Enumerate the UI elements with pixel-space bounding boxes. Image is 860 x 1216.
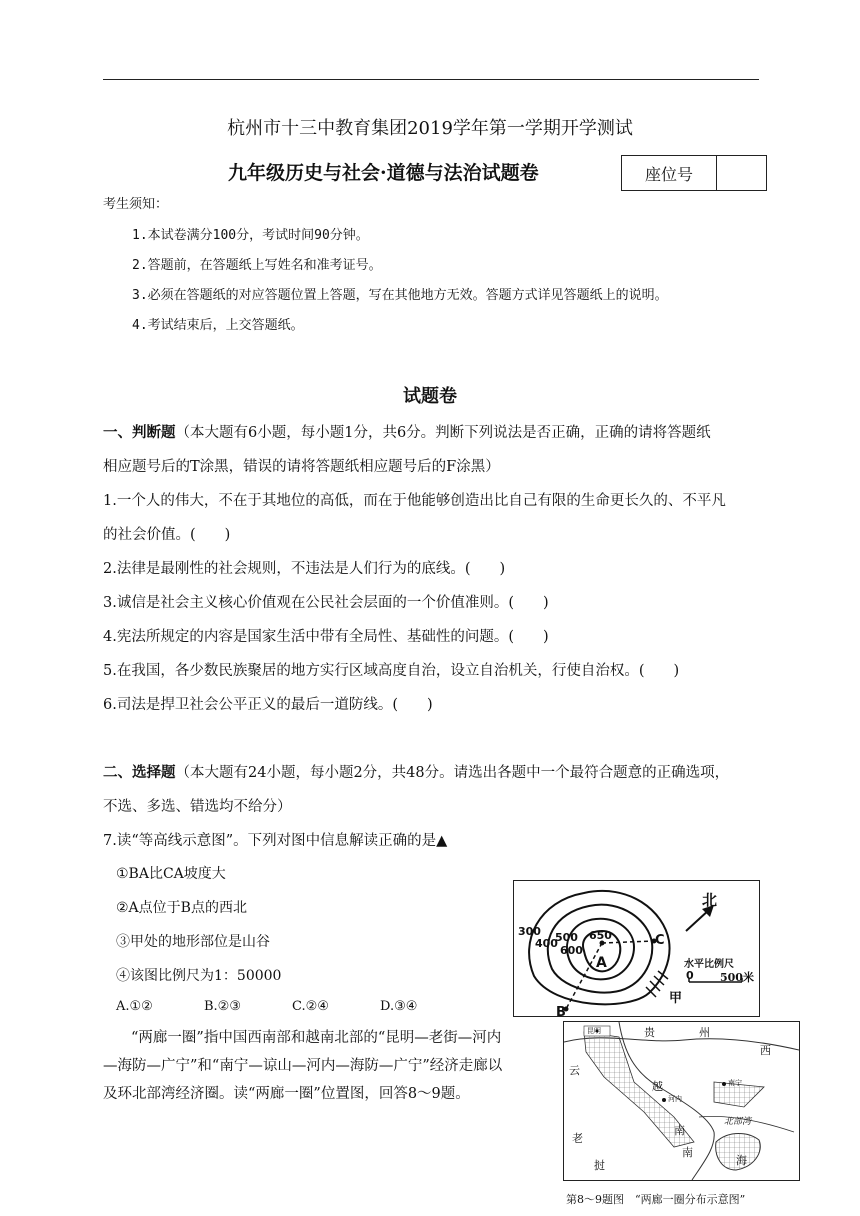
exam-title: 杭州市十三中教育集团2019学年第一学期开学测试 — [227, 118, 633, 139]
notice-item: 1.本试卷满分100分，考试时间90分钟。 — [132, 228, 369, 243]
scale-title: 水平比例尺 — [684, 959, 734, 970]
question-5: 5.在我国，各少数民族聚居的地方实行区域高度自治，设立自治机关，行使自治权。( ) — [103, 663, 680, 679]
place-label: 甲 — [669, 991, 683, 1006]
map-label: 老 — [572, 1132, 583, 1145]
map-label: 贵 — [644, 1026, 655, 1039]
contour-label: 300 — [518, 925, 541, 938]
region-map — [563, 1021, 800, 1181]
contour-map — [513, 880, 760, 1020]
notice-item: 3.必须在答题纸的对应答题位置上答题，写在其他地方无效。答题方式详见答题纸上的说明。 — [132, 288, 668, 303]
map-label: 南 — [682, 1146, 693, 1159]
map-label: 北部湾 — [724, 1117, 752, 1127]
contour-label: 500 — [555, 931, 578, 944]
scale-end: 500米 — [720, 971, 754, 984]
part2-desc: （本大题有24小题，每小题2分，共48分。请选出各题中一个最符合题意的正确选项， — [175, 765, 730, 781]
part1-desc-2: 相应题号后的T涂黑，错误的请将答题纸相应题号后的F涂黑） — [103, 459, 500, 475]
question-7: 7.读“等高线示意图”。下列对图中信息解读正确的是▲ — [103, 833, 448, 849]
part1-intro — [103, 421, 711, 442]
question-3: 3.诚信是社会主义核心价值观在公民社会层面的一个价值准则。( ) — [103, 595, 549, 611]
seat-number-box — [621, 155, 767, 191]
seat-number-field[interactable] — [717, 156, 766, 190]
seat-label: 座位号 — [622, 156, 717, 190]
point-label: C — [655, 933, 665, 948]
map-label: 南宁 — [728, 1079, 742, 1087]
contour-label: 400 — [535, 937, 558, 950]
map-label: 南 — [674, 1124, 685, 1137]
map-label: 挝 — [594, 1159, 605, 1172]
question-4: 4.宪法所规定的内容是国家生活中带有全局性、基础性的问题。( ) — [103, 629, 549, 645]
question-1-cont: 的社会价值。( ) — [103, 527, 231, 543]
choice-d: D.③④ — [380, 999, 418, 1014]
map-label: 河内 — [668, 1095, 682, 1103]
q7-statement: ②A点位于B点的西北 — [116, 900, 247, 916]
question-1: 1.一个人的伟大，不在于其地位的高低，而在于他能够创造出比自己有限的生命更长久的、不平凡 — [103, 493, 726, 509]
choice-a: A.①② — [116, 999, 153, 1014]
part1-desc: （本大题有6小题，每小题1分，共6分。判断下列说法是否正确，正确的请将答题纸 — [175, 425, 711, 441]
passage-line: “两廊一圈”指中国西南部和越南北部的“昆明—老街—河内 — [131, 1030, 502, 1046]
q7-statement: ④该图比例尺为1：50000 — [116, 968, 282, 984]
part2-heading: 二、选择题 — [103, 764, 176, 781]
contour-label: 600 — [560, 944, 583, 957]
north-arrow-label: 北 — [702, 891, 718, 909]
point-label: B — [556, 1005, 566, 1020]
map-label: 越 — [652, 1080, 663, 1093]
notice-item: 2.答题前，在答题纸上写姓名和准考证号。 — [132, 258, 382, 273]
question-2: 2.法律是最刚性的社会规则，不违法是人们行为的底线。( ) — [103, 561, 506, 577]
map-label: 云 — [569, 1064, 580, 1077]
exam-subtitle: 九年级历史与社会·道德与法治试题卷 — [228, 162, 539, 184]
point-label: A — [596, 955, 607, 971]
part2-desc-2: 不选、多选、错选均不给分） — [103, 799, 292, 815]
q7-statement: ③甲处的地形部位是山谷 — [116, 934, 270, 950]
choice-b: B.②③ — [204, 999, 241, 1014]
part2-intro — [103, 761, 729, 782]
map-label: 海 — [736, 1154, 747, 1167]
map-caption: 第8～9题图 “两廊一圈分布示意图” — [566, 1193, 746, 1206]
section-title: 试题卷 — [403, 386, 457, 407]
choice-c: C.②④ — [292, 999, 329, 1014]
scale-zero: 0 — [686, 969, 694, 982]
notice-item: 4.考试结束后，上交答题纸。 — [132, 318, 304, 333]
question-6: 6.司法是捍卫社会公平正义的最后一道防线。( ) — [103, 697, 433, 713]
notice-heading: 考生须知： — [103, 197, 169, 212]
map-label: 西 — [760, 1044, 771, 1057]
contour-label: 650 — [589, 929, 612, 942]
map-label: 昆明 — [587, 1027, 601, 1035]
q7-choices — [116, 999, 468, 1014]
q7-statement: ①BA比CA坡度大 — [116, 866, 226, 882]
part1-heading: 一、判断题 — [103, 424, 176, 441]
top-rule — [103, 79, 759, 80]
map-label: 州 — [699, 1026, 710, 1039]
passage-line: —海防—广宁”和“南宁—谅山—河内—海防—广宁”经济走廊以 — [103, 1058, 503, 1074]
passage-line: 及环北部湾经济圈。读“两廊一圈”位置图，回答8～9题。 — [103, 1086, 470, 1102]
